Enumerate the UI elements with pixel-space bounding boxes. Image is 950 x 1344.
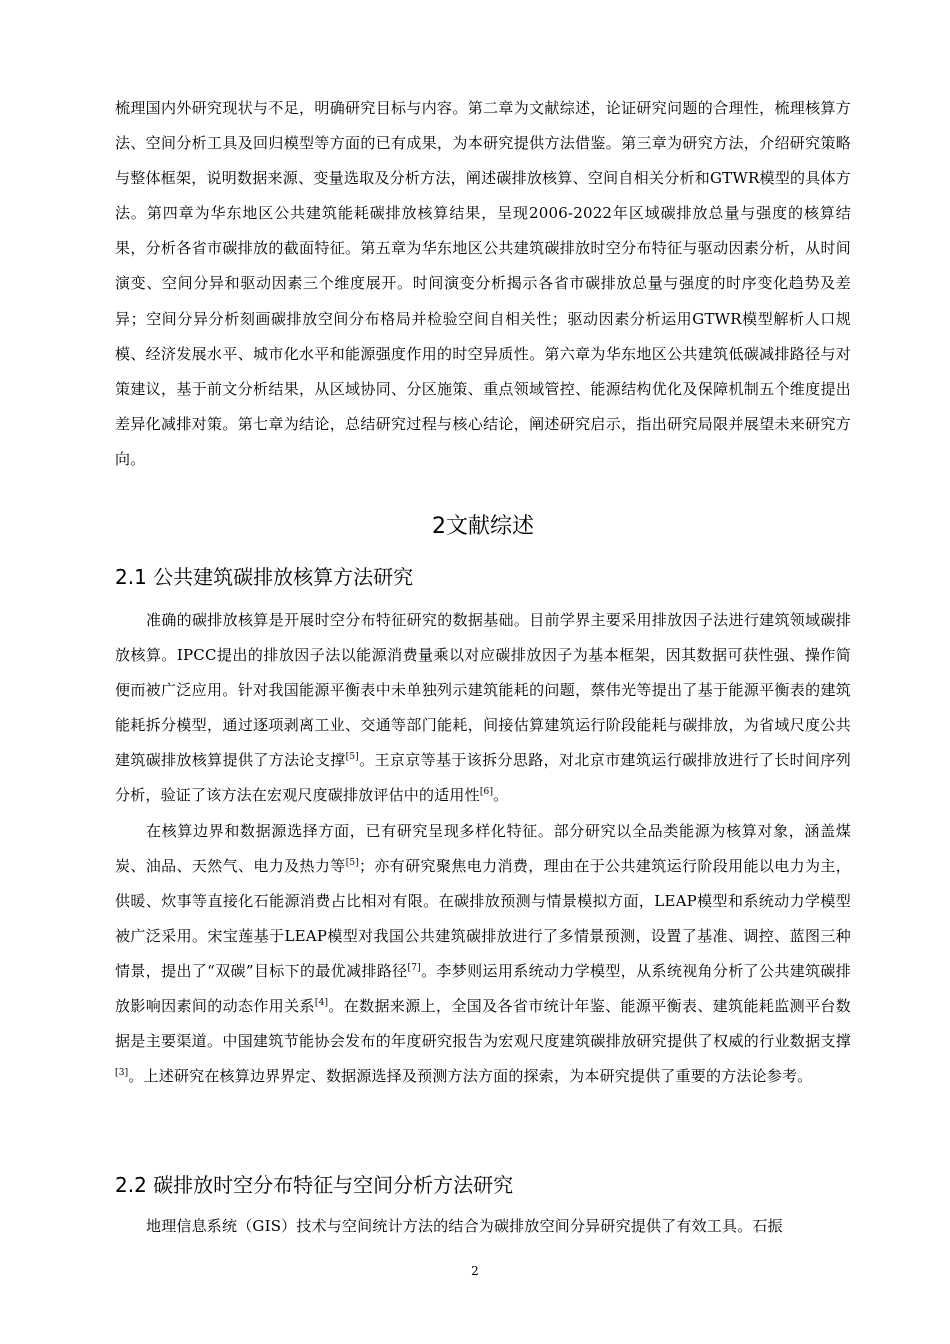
section-2-1-title: 2.1 公共建筑碳排放核算方法研究	[115, 565, 414, 589]
section-2-1-paragraph-2	[115, 814, 851, 1095]
citation-ref: [7]	[407, 962, 421, 973]
citation-ref: [6]	[479, 787, 494, 798]
citation-ref: [3]	[115, 1068, 129, 1079]
text-run: 准确的碳排放核算是开展时空分布特征研究的数据基础。目前学界主要采用排放因子法进行建筑领域碳排放核算。IPCC提出的排放因子法以能源消费量乘以对应碳排放因子为基本框架，因其数据可获性强、操作简便而被广泛应用。针对我国能源平衡表中未单独列示建筑能耗的问题，蔡伟光等提出了基于能源平衡表的建筑能耗拆分模型，通过逐项剥离工业、交通等部门能耗，间接估算建筑运行阶段能耗与碳排放，为省域尺度公共建筑碳排放核算提供了方法论支撑	[115, 611, 851, 770]
text-run: ；亦有研究聚焦电力消费，理由在于公共建筑运行阶段用能以电力为主，供暖、炊事等直接化石能源消费占比相对有限。在碳排放预测与情景模拟方面，LEAP模型和系统动力学模型被广泛采用。宋宝莲基于LEAP模型对我国公共建筑碳排放进行了多情景预测，设置了基准、调控、蓝图三种情景，提出了“双碳”目标下的最优减排路径	[115, 856, 851, 980]
text-run: 。王京京等基于该拆分思路，对北京市建筑运行碳排放进行了长时间序列分析，验证了该方法在宏观尺度碳排放评估中的适用性	[115, 751, 851, 805]
intro-paragraph: 梳理国内外研究现状与不足，明确研究目标与内容。第二章为文献综述，论证研究问题的合理性，梳理核算方法、空间分析工具及回归模型等方面的已有成果，为本研究提供方法借鉴。第三章为研究方法，介绍研究策略与整体框架，说明数据来源、变量选取及分析方法，阐述碳排放核算、空间自相关分析和GTWR模型的具体方法。第四章为华东地区公共建筑能耗碳排放核算结果，呈现2006-2022年区域碳排放总量与强度的核算结果，分析各省市碳排放的截面特征。第五章为华东地区公共建筑碳排放时空分布特征与驱动因素分析，从时间演变、空间分异和驱动因素三个维度展开。时间演变分析揭示各省市碳排放总量与强度的时序变化趋势及差异；空间分异分析刻画碳排放空间分布格局并检验空间自相关性；驱动因素分析运用GTWR模型解析人口规模、经济发展水平、城市化水平和能源强度作用的时空异质性。第六章为华东地区公共建筑低碳减排路径与对策建议，基于前文分析结果，从区域协同、分区施策、重点领域管控、能源结构优化及保障机制五个维度提出差异化减排对策。第七章为结论，总结研究过程与核心结论，阐述研究启示，指出研究局限并展望未来研究方向。	[115, 99, 851, 468]
text-run: 。	[493, 786, 509, 805]
section-2-2-body	[115, 1209, 851, 1244]
page-number: 2	[471, 1264, 479, 1278]
chapter-title: 2文献综述	[432, 514, 534, 539]
section-2-1-paragraph-1	[115, 603, 851, 814]
citation-ref: [5]	[345, 857, 360, 868]
text-run: 。李梦则运用系统动力学模型，从系统视角分析了公共建筑碳排放影响因素间的动态作用关系	[115, 961, 851, 1016]
citation-ref: [4]	[314, 998, 329, 1009]
section-2-2-paragraph-1: 地理信息系统（GIS）技术与空间统计方法的结合为碳排放空间分异研究提供了有效工具。石振	[146, 1217, 783, 1235]
text-run: 在核算边界和数据源选择方面，已有研究呈现多样化特征。部分研究以全品类能源为核算对象，涵盖煤炭、油品、天然气、电力及热力等	[115, 821, 851, 875]
citation-ref: [5]	[345, 752, 359, 763]
text-run: 。上述研究在核算边界界定、数据源选择及预测方法方面的探索，为本研究提供了重要的方法论参考。	[128, 1067, 813, 1086]
section-2-2-title: 2.2 碳排放时空分布特征与空间分析方法研究	[115, 1173, 514, 1197]
section-2-1-body	[115, 603, 851, 1094]
intro-text-block	[115, 91, 851, 477]
text-run: 。在数据来源上，全国及各省市统计年鉴、能源平衡表、建筑能耗监测平台数据是主要渠道。中国建筑节能协会发布的年度研究报告为宏观尺度建筑碳排放研究提供了权威的行业数据支撑	[115, 997, 851, 1051]
